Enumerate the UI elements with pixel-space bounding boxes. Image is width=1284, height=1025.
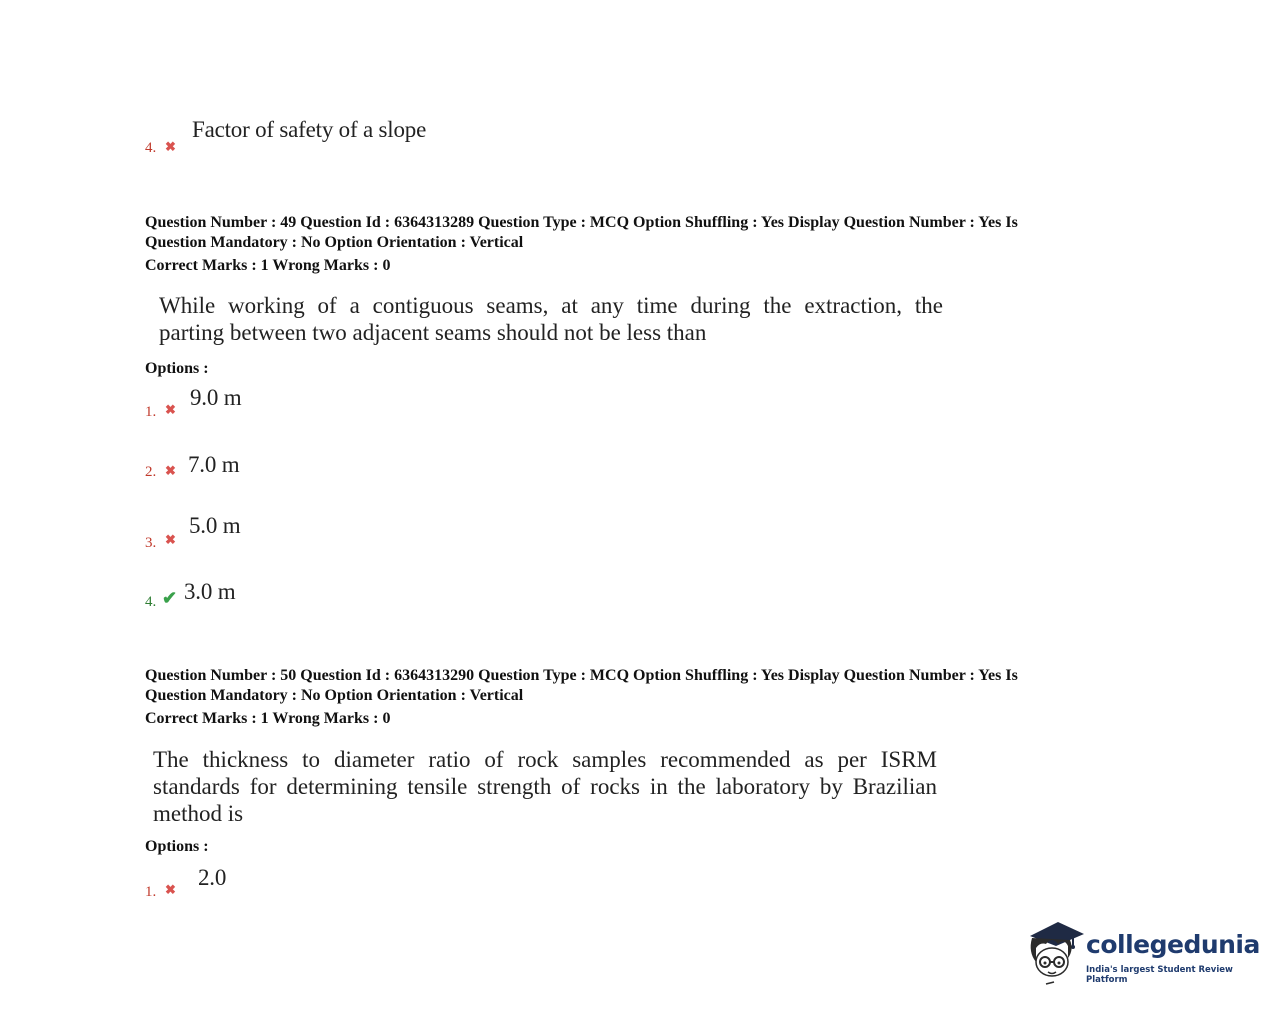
q49-option-2 (145, 452, 345, 492)
correct-check-icon: ✔ (162, 588, 178, 608)
prev-question-option-4 (145, 115, 545, 165)
q49-meta (145, 213, 1145, 276)
q50-option-1 (145, 865, 345, 905)
option-number: 2. (145, 464, 157, 480)
option-text: 7.0 m (188, 452, 240, 477)
wrong-mark-icon: ✖ (165, 402, 176, 417)
q49-meta-line1: Question Number : 49 Question Id : 6364313289 Question Type : MCQ Option Shuffling : Yes Display Question Number : Yes Is (145, 214, 1018, 231)
option-number: 4. (145, 594, 157, 610)
q49-text-line: parting between two adjacent seams should not be less than (159, 320, 707, 345)
wrong-mark-icon: ✖ (165, 532, 176, 547)
brand-tagline: India's largest Student Review Platform (1086, 965, 1233, 985)
q50-marks: Correct Marks : 1 Wrong Marks : 0 (145, 710, 391, 727)
mascot-icon (1024, 918, 1086, 988)
q49-text-line: While working of a contiguous seams, at any time during the extraction, the (159, 293, 943, 318)
option-text: 9.0 m (190, 385, 242, 410)
q49-question-text (159, 292, 943, 346)
option-text: 5.0 m (189, 513, 241, 538)
q49-options-label: Options : (145, 360, 209, 377)
q49-option-1 (145, 385, 345, 425)
q50-meta (145, 666, 1145, 729)
q50-options-label: Options : (145, 838, 209, 855)
q49-option-3 (145, 513, 345, 553)
q49-marks: Correct Marks : 1 Wrong Marks : 0 (145, 257, 391, 274)
option-number: 4. (145, 140, 157, 156)
option-number: 3. (145, 535, 157, 551)
q50-text-line: standards for determining tensile strength of rocks in the laboratory by Brazilian (153, 774, 937, 799)
brand-name: collegedunia (1086, 930, 1260, 959)
option-text: Factor of safety of a slope (192, 117, 427, 142)
option-text: 2.0 (198, 865, 227, 890)
q50-meta-line1: Question Number : 50 Question Id : 6364313290 Question Type : MCQ Option Shuffling : Yes Display Question Number : Yes Is (145, 667, 1018, 684)
collegedunia-logo[interactable] (1024, 918, 1260, 988)
q49-option-4 (145, 579, 345, 619)
option-number: 1. (145, 404, 157, 420)
q49-meta-line2: Question Mandatory : No Option Orientation : Vertical (145, 234, 524, 251)
wrong-mark-icon: ✖ (165, 463, 176, 478)
option-number: 1. (145, 884, 157, 900)
q50-meta-line2: Question Mandatory : No Option Orientation : Vertical (145, 687, 524, 704)
wrong-mark-icon: ✖ (165, 139, 176, 154)
wrong-mark-icon: ✖ (165, 882, 176, 897)
q50-text-line: The thickness to diameter ratio of rock samples recommended as per ISRM (153, 747, 937, 772)
q50-question-text (153, 746, 937, 827)
option-text: 3.0 m (184, 579, 236, 604)
q50-text-line: method is (153, 801, 244, 826)
